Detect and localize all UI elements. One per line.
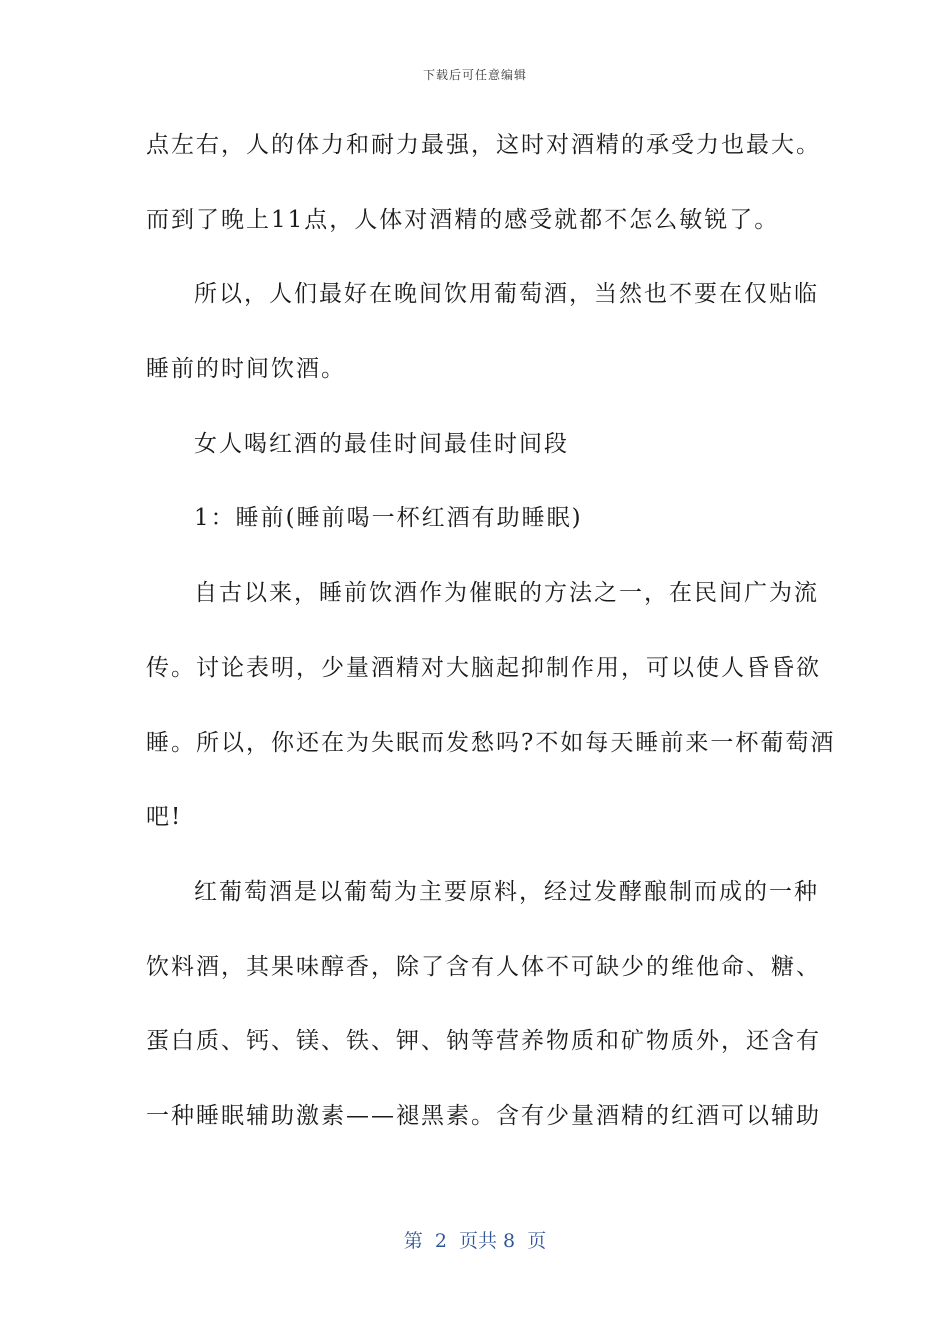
text-line: 饮料酒，其果味醇香，除了含有人体不可缺少的维他命、糖、 <box>146 953 821 980</box>
text-line: 红葡萄酒是以葡萄为主要原料，经过发酵酿制而成的一种 <box>194 878 819 905</box>
page-number-footer: 第 2 页共 8 页 <box>403 1230 547 1252</box>
text-line: 蛋白质、钙、镁、铁、钾、钠等营养物质和矿物质外，还含有 <box>146 1028 821 1055</box>
text-line: 所以，人们最好在晚间饮用葡萄酒，当然也不要在仅贴临 <box>194 281 819 308</box>
text-line: 而到了晚上11点，人体对酒精的感受就都不怎么敏锐了。 <box>146 206 780 233</box>
text-line: 传。讨论表明，少量酒精对大脑起抑制作用，可以使人昏昏欲 <box>146 654 821 681</box>
text-line: 睡前的时间饮酒。 <box>146 356 346 383</box>
text-line: 睡。所以，你还在为失眠而发愁吗?不如每天睡前来一杯葡萄酒 <box>146 729 836 756</box>
text-line: 自古以来，睡前饮酒作为催眠的方法之一，在民间广为流 <box>194 580 819 607</box>
text-line: 吧! <box>146 804 183 831</box>
text-line: 1：睡前(睡前喝一杯红酒有助睡眠) <box>194 505 583 532</box>
document-body <box>146 122 836 1168</box>
text-line: 点左右，人的体力和耐力最强，这时对酒精的承受力也最大。 <box>146 132 821 158</box>
text-line: 一种睡眠辅助激素——褪黑素。含有少量酒精的红酒可以辅助 <box>146 1102 821 1129</box>
text-line: 女人喝红酒的最佳时间最佳时间段 <box>194 430 569 457</box>
page-header: 下载后可任意编辑 <box>422 68 527 82</box>
